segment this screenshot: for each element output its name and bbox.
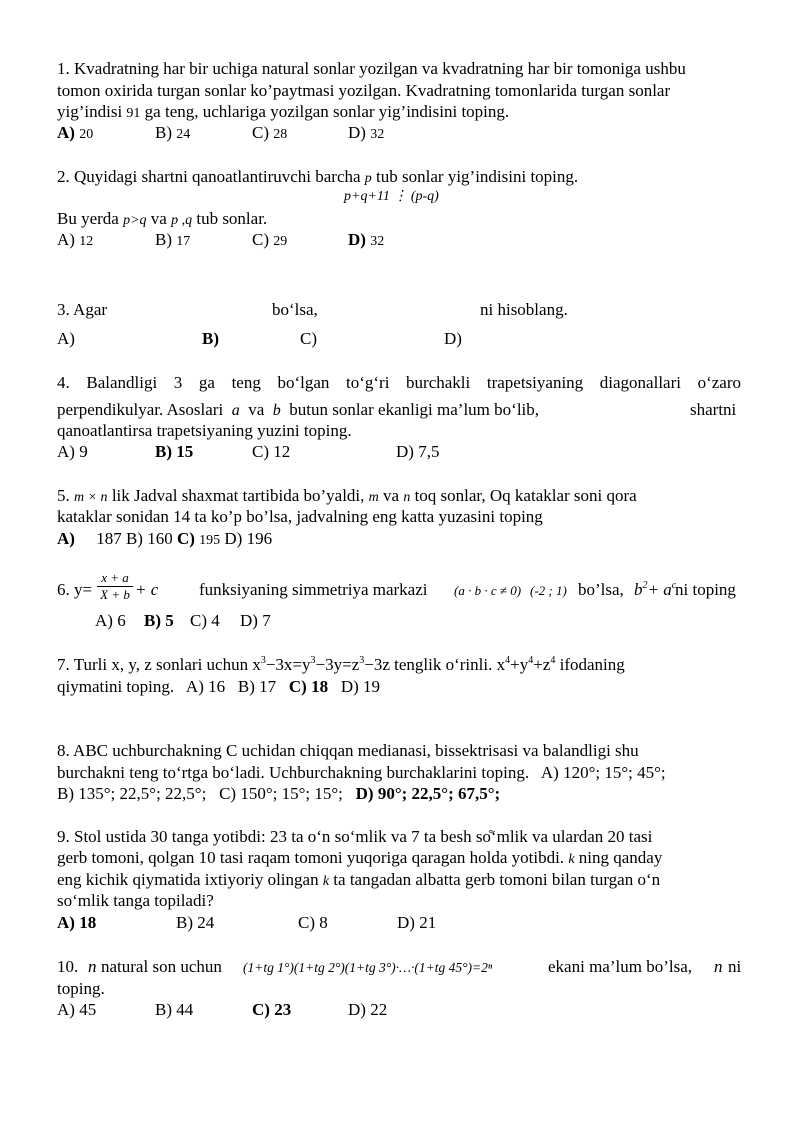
q10-text-c: ni <box>728 957 742 976</box>
q6-option-b: B) 5 <box>144 611 174 630</box>
q1-line1: 1. Kvadratning har bir uchiga natural sonlar yozilgan va kvadratning har bir tomoniga ushbu <box>57 59 686 78</box>
q4-var-b: b <box>272 402 281 419</box>
q4-option-d: D) 7,5 <box>396 442 440 461</box>
q3-option-b: B) <box>202 329 219 348</box>
q6-option-c: C) 4 <box>190 611 220 630</box>
q6-plus-c: + c <box>135 580 159 599</box>
q1-option-a: A) 20 <box>57 123 94 142</box>
q5-line2: kataklar sonidan 14 ta ko’p bo’lsa, jadvalning eng katta yuzasini toping <box>57 507 543 526</box>
q1-sum-value: 91 <box>126 106 141 121</box>
q10-formula: (1+tg 1°)(1+tg 2°)(1+tg 3°)·…·(1+tg 45°)=2ⁿ <box>243 960 493 975</box>
q5-options: A) 187 B) 160 C) 195 D) 196 <box>57 529 273 548</box>
q8-line1: 8. ABC uchburchakning C uchidan chiqqan medianasi, bissektrisasi va balandligi shu <box>57 741 639 760</box>
q6-option-d: D) 7 <box>240 611 271 630</box>
q10-num: 10. <box>57 957 79 976</box>
q6-prefix: 6. y= <box>57 580 93 599</box>
q4-option-b: B) 15 <box>155 442 194 461</box>
q6-point: (-2 ; 1) <box>530 583 567 598</box>
q4-shartni: shartni <box>690 400 737 419</box>
q2-option-c: C) 29 <box>252 230 288 249</box>
q10-option-c: C) 23 <box>252 1000 292 1019</box>
q2-var-p: p <box>364 171 372 186</box>
q2-option-d: D) 32 <box>348 230 385 249</box>
q7-option-b: B) 17 <box>237 677 277 696</box>
q2-formula: p+q+11 ⋮ (p-q) <box>344 189 439 204</box>
q4-line2: perpendikulyar. Asoslari a va b butun sonlar ekanligi ma’lum bo‘lib, <box>57 400 540 419</box>
q10-option-a: A) 45 <box>57 1000 97 1019</box>
q2-option-a: A) 12 <box>57 230 94 249</box>
q6-expression: $b^2+ a^c$ <box>634 580 677 599</box>
q7-option-d: D) 19 <box>340 677 381 696</box>
q9-option-a: A) 18 <box>57 913 97 932</box>
q6-denominator: X + b <box>97 586 133 603</box>
q6-fraction <box>97 570 133 603</box>
q6-text-c: ni toping <box>675 580 736 599</box>
q1-line3 <box>57 102 509 124</box>
q4-option-c: C) 12 <box>252 442 291 461</box>
q9-option-c: C) 8 <box>298 913 328 932</box>
q3-option-a: A) <box>57 329 75 348</box>
q4-line3: qanoatlantirsa trapetsiyaning yuzini toping. <box>57 421 352 440</box>
q7-line2: qiymatini toping. A) 16 B) 17 C) 18 D) 19 <box>57 677 381 696</box>
q8-line3 <box>57 784 500 804</box>
q8-option-b: B) 135°; 22,5°; 22,5°; <box>57 784 207 803</box>
q10-option-b: B) 44 <box>155 1000 194 1019</box>
q5-option-a-label: A) <box>57 529 75 548</box>
q6-option-a: A) 6 <box>95 611 126 630</box>
q2-line3: Bu yerda p>q va p ,q tub sonlar. <box>57 209 268 228</box>
q2-option-b: B) 17 <box>155 230 191 249</box>
q4-var-a: a <box>231 402 240 419</box>
q3-option-d: D) <box>444 329 462 348</box>
q3-agar: 3. Agar <box>57 300 108 319</box>
q8-option-a: A) 120°; 15°; 45°; <box>540 763 666 782</box>
q10-var-n2: n <box>714 957 723 976</box>
q8-option-c: C) 150°; 15°; 15°; <box>219 784 343 803</box>
q6-condition: (a · b · c ≠ 0) <box>454 583 522 598</box>
q9-line4: so‘mlik tanga topiladi? <box>57 891 214 910</box>
q7-option-a: A) 16 <box>185 677 226 696</box>
q6-numerator: x + a <box>101 570 129 585</box>
q7-option-c: C) 18 <box>288 677 329 696</box>
q1-option-d: D) 32 <box>348 123 385 142</box>
q7-line1: 7. Turli x, y, z sonlari uchun $x^3-3x=y^3-3y=z^3-3z$ tenglik o‘rinli. $x^4+y^4+z^4$ ifodaning <box>57 655 625 674</box>
q10-text-a: natural son uchun <box>101 957 222 976</box>
q1-option-b: B) 24 <box>155 123 191 142</box>
q8-line2: burchakni teng to‘rtga bo‘ladi. Uchburchakning burchaklarini toping. A) 120°; 15°; 45°; <box>57 763 666 782</box>
q5-line1: 5. m × n lik Jadval shaxmat tartibida bo’yaldi, m va n toq sonlar, Oq kataklar soni qora <box>57 486 637 505</box>
q8-option-d: D) 90°; 22,5°; 67,5°; <box>355 784 501 803</box>
q3-hisoblang: ni hisoblang. <box>480 300 568 319</box>
q6-text-a: funksiyaning simmetriya markazi <box>199 580 428 599</box>
q4-line1: 4. Balandligi 3 ga teng bo‘lgan to‘g‘ri burchakli trapetsiyaning diagonallari o‘zaro <box>57 373 741 392</box>
q10-option-d: D) 22 <box>348 1000 388 1019</box>
q9-line1: 9. Stol ustida 30 tanga yotibdi: 23 ta o‘n so‘mlik va 7 ta besh so̊‘mlik va ulardan 20 tasi <box>57 827 653 846</box>
q6-text-b: bo’lsa, <box>578 580 624 599</box>
q10-text-b: ekani ma’lum bo’lsa, <box>548 957 692 976</box>
q10-var-n: n <box>88 957 97 976</box>
q10-line2: toping. <box>57 979 105 998</box>
q9-line3: eng kichik qiymatida ixtiyoriy olingan k ta tangadan albatta gerb tomoni bilan turgan o‘n <box>57 870 661 889</box>
q3-option-c: C) <box>300 329 317 348</box>
q1-line3-a: yig’indisi <box>57 102 123 121</box>
q1-line2: tomon oxirida turgan sonlar ko’paytmasi yozilgan. Kvadratning tomonlarida turgan sonlar <box>57 81 671 100</box>
q1-line3-b: ga teng, uchlariga yozilgan sonlar yig’indisini toping. <box>144 102 510 121</box>
q9-option-d: D) 21 <box>397 913 437 932</box>
q3-bolsa: bo‘lsa, <box>272 300 318 319</box>
q2-line1: 2. Quyidagi shartni qanoatlantiruvchi barcha p tub sonlar yig’indisini toping. <box>57 167 579 186</box>
q4-option-a: A) 9 <box>57 442 88 461</box>
q9-option-b: B) 24 <box>176 913 215 932</box>
q9-line2: gerb tomoni, qolgan 10 tasi raqam tomoni yuqoriga qaragan holda yotibdi. k ning qanday <box>57 848 663 867</box>
q1-option-c: C) 28 <box>252 123 288 142</box>
